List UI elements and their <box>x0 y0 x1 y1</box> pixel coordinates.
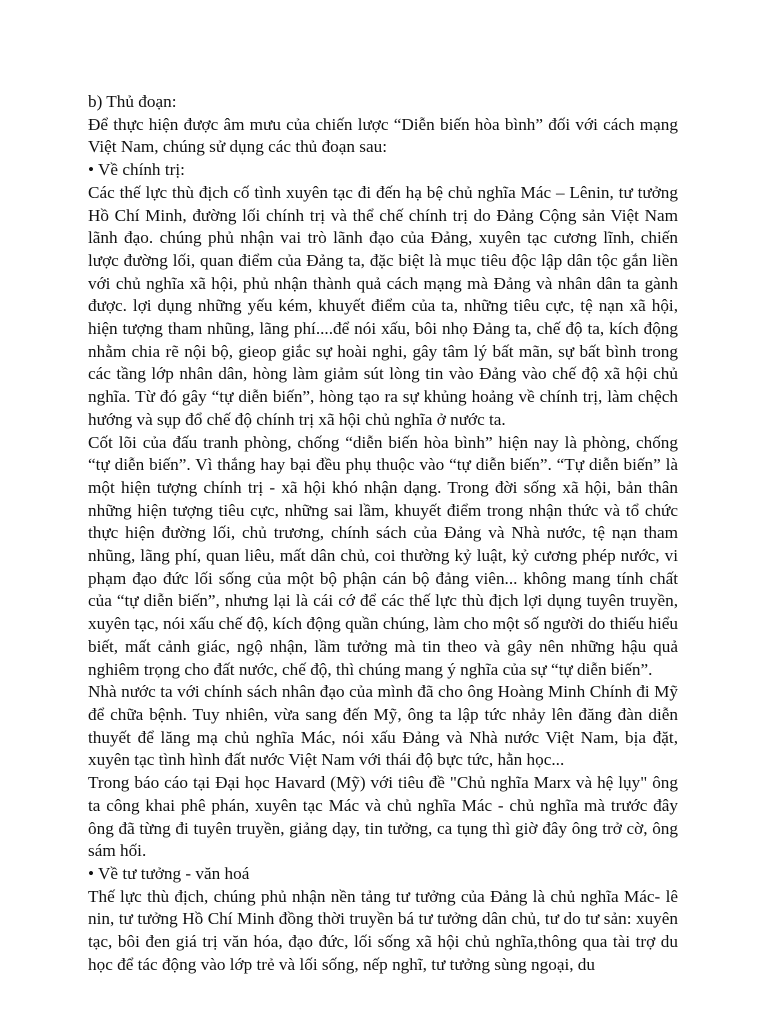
politics-paragraph-4: Trong báo cáo tại Đại học Havard (Mỹ) với tiêu đề "Chủ nghĩa Marx và hệ lụy" ông ta công khai phê phán, xuyên tạc Mác và chủ nghĩa Mác - chủ nghĩa mà trước đây ông đã từng đi tuyên truyền, giảng dạy, tin tưởng, ca tụng thì giờ đây ông trở cờ, ông sám hối. <box>88 773 678 861</box>
culture-heading: • Về tư tưởng - văn hoá <box>88 863 250 883</box>
document-page <box>88 91 678 976</box>
politics-paragraph-2: Cốt lõi của đấu tranh phòng, chống “diễn biến hòa bình” hiện nay là phòng, chống “tự diễn biến”. Vì thắng hay bại đều phụ thuộc vào “tự diễn biến”. “Tự diễn biến” là một hiện tượng chính trị - xã hội khó nhận dạng. Trong đời sống xã hội, bản thân những hiện tượng tiêu cực, những sai lầm, khuyết điểm trong nhận thức và tổ chức thực hiện đường lối, chủ trương, chính sách của Đảng và Nhà nước, tệ nạn tham nhũng, lãng phí, quan liêu, mất dân chủ, coi thường kỷ luật, kỷ cương phép nước, vi phạm đạo đức lối sống của một bộ phận cán bộ đảng viên... không mang tính chất của “tự diễn biến”, nhưng lại là cái cớ để các thế lực thù địch lợi dụng tuyên truyền, xuyên tạc, nói xấu chế độ, kích động quần chúng, làm cho một số người do thiếu hiểu biết, mất cảnh giác, ngộ nhận, lầm tưởng mà tin theo và gây nên những hậu quả nghiêm trọng cho đất nước, chế độ, thì chúng mang ý nghĩa của sự “tự diễn biến”. <box>88 432 678 679</box>
politics-paragraph-3: Nhà nước ta với chính sách nhân đạo của mình đã cho ông Hoàng Minh Chính đi Mỹ để chữa bệnh. Tuy nhiên, vừa sang đến Mỹ, ông ta lập tức nhảy lên đăng đàn diễn thuyết để lăng mạ chủ nghĩa Mác, nói xấu Đảng và Nhà nước Việt Nam, bịa đặt, xuyên tạc tình hình đất nước Việt Nam với thái độ bực tức, hằn học... <box>88 682 678 770</box>
politics-heading: • Về chính trị: <box>88 160 185 180</box>
politics-paragraph-1: Các thế lực thù địch cố tình xuyên tạc đi đến hạ bệ chủ nghĩa Mác – Lênin, tư tưởng Hồ Chí Minh, đường lối chính trị và thể chế chính trị do Đảng Cộng sản Việt Nam lãnh đạo. chúng phủ nhận vai trò lãnh đạo của Đảng, xuyên tạc cương lĩnh, chiến lược đường lối, quan điểm của Đảng ta, đặc biệt là mục tiêu độc lập dân tộc gắn liền với chủ nghĩa xã hội, phủ nhận thành quả cách mạng mà Đảng và nhân dân ta gành được. lợi dụng những yếu kém, khuyết điểm của ta, những tiêu cực, tệ nạn xã hội, hiện tượng tham nhũng, lãng phí....để nói xấu, bôi nhọ Đảng ta, chế độ ta, kích động nhằm chia rẽ nội bộ, gieop giắc sự hoài nghi, gây tâm lý bất mãn, sự bất bình trong các tầng lớp nhân dân, hòng làm giảm sút lòng tin vào Đảng vào chế độ xã hội chủ nghĩa. Từ đó gây “tự diễn biến”, hòng tạo ra sự khủng hoảng về chính trị, làm chệch hướng và sụp đổ chế độ chính trị xã hội chủ nghĩa ở nước ta. <box>88 182 678 429</box>
section-title: b) Thủ đoạn: <box>88 92 177 111</box>
intro-paragraph: Để thực hiện được âm mưu của chiến lược “Diễn biến hòa bình” đối với cách mạng Việt Nam, chúng sử dụng các thủ đoạn sau: <box>88 114 678 157</box>
culture-paragraph-1: Thế lực thù địch, chúng phủ nhận nền tảng tư tưởng của Đảng là chủ nghĩa Mác- lê nin, tư tưởng Hồ Chí Minh đồng thời truyền bá tư tưởng dân chủ, tư do tư sản: xuyên tạc, bôi đen giá trị văn hóa, đạo đức, lối sống xã hội chủ nghĩa,thông qua tài trợ du học để tác động vào lớp trẻ và lối sống, nếp nghĩ, tư tưởng sùng ngoại, du <box>88 886 678 974</box>
